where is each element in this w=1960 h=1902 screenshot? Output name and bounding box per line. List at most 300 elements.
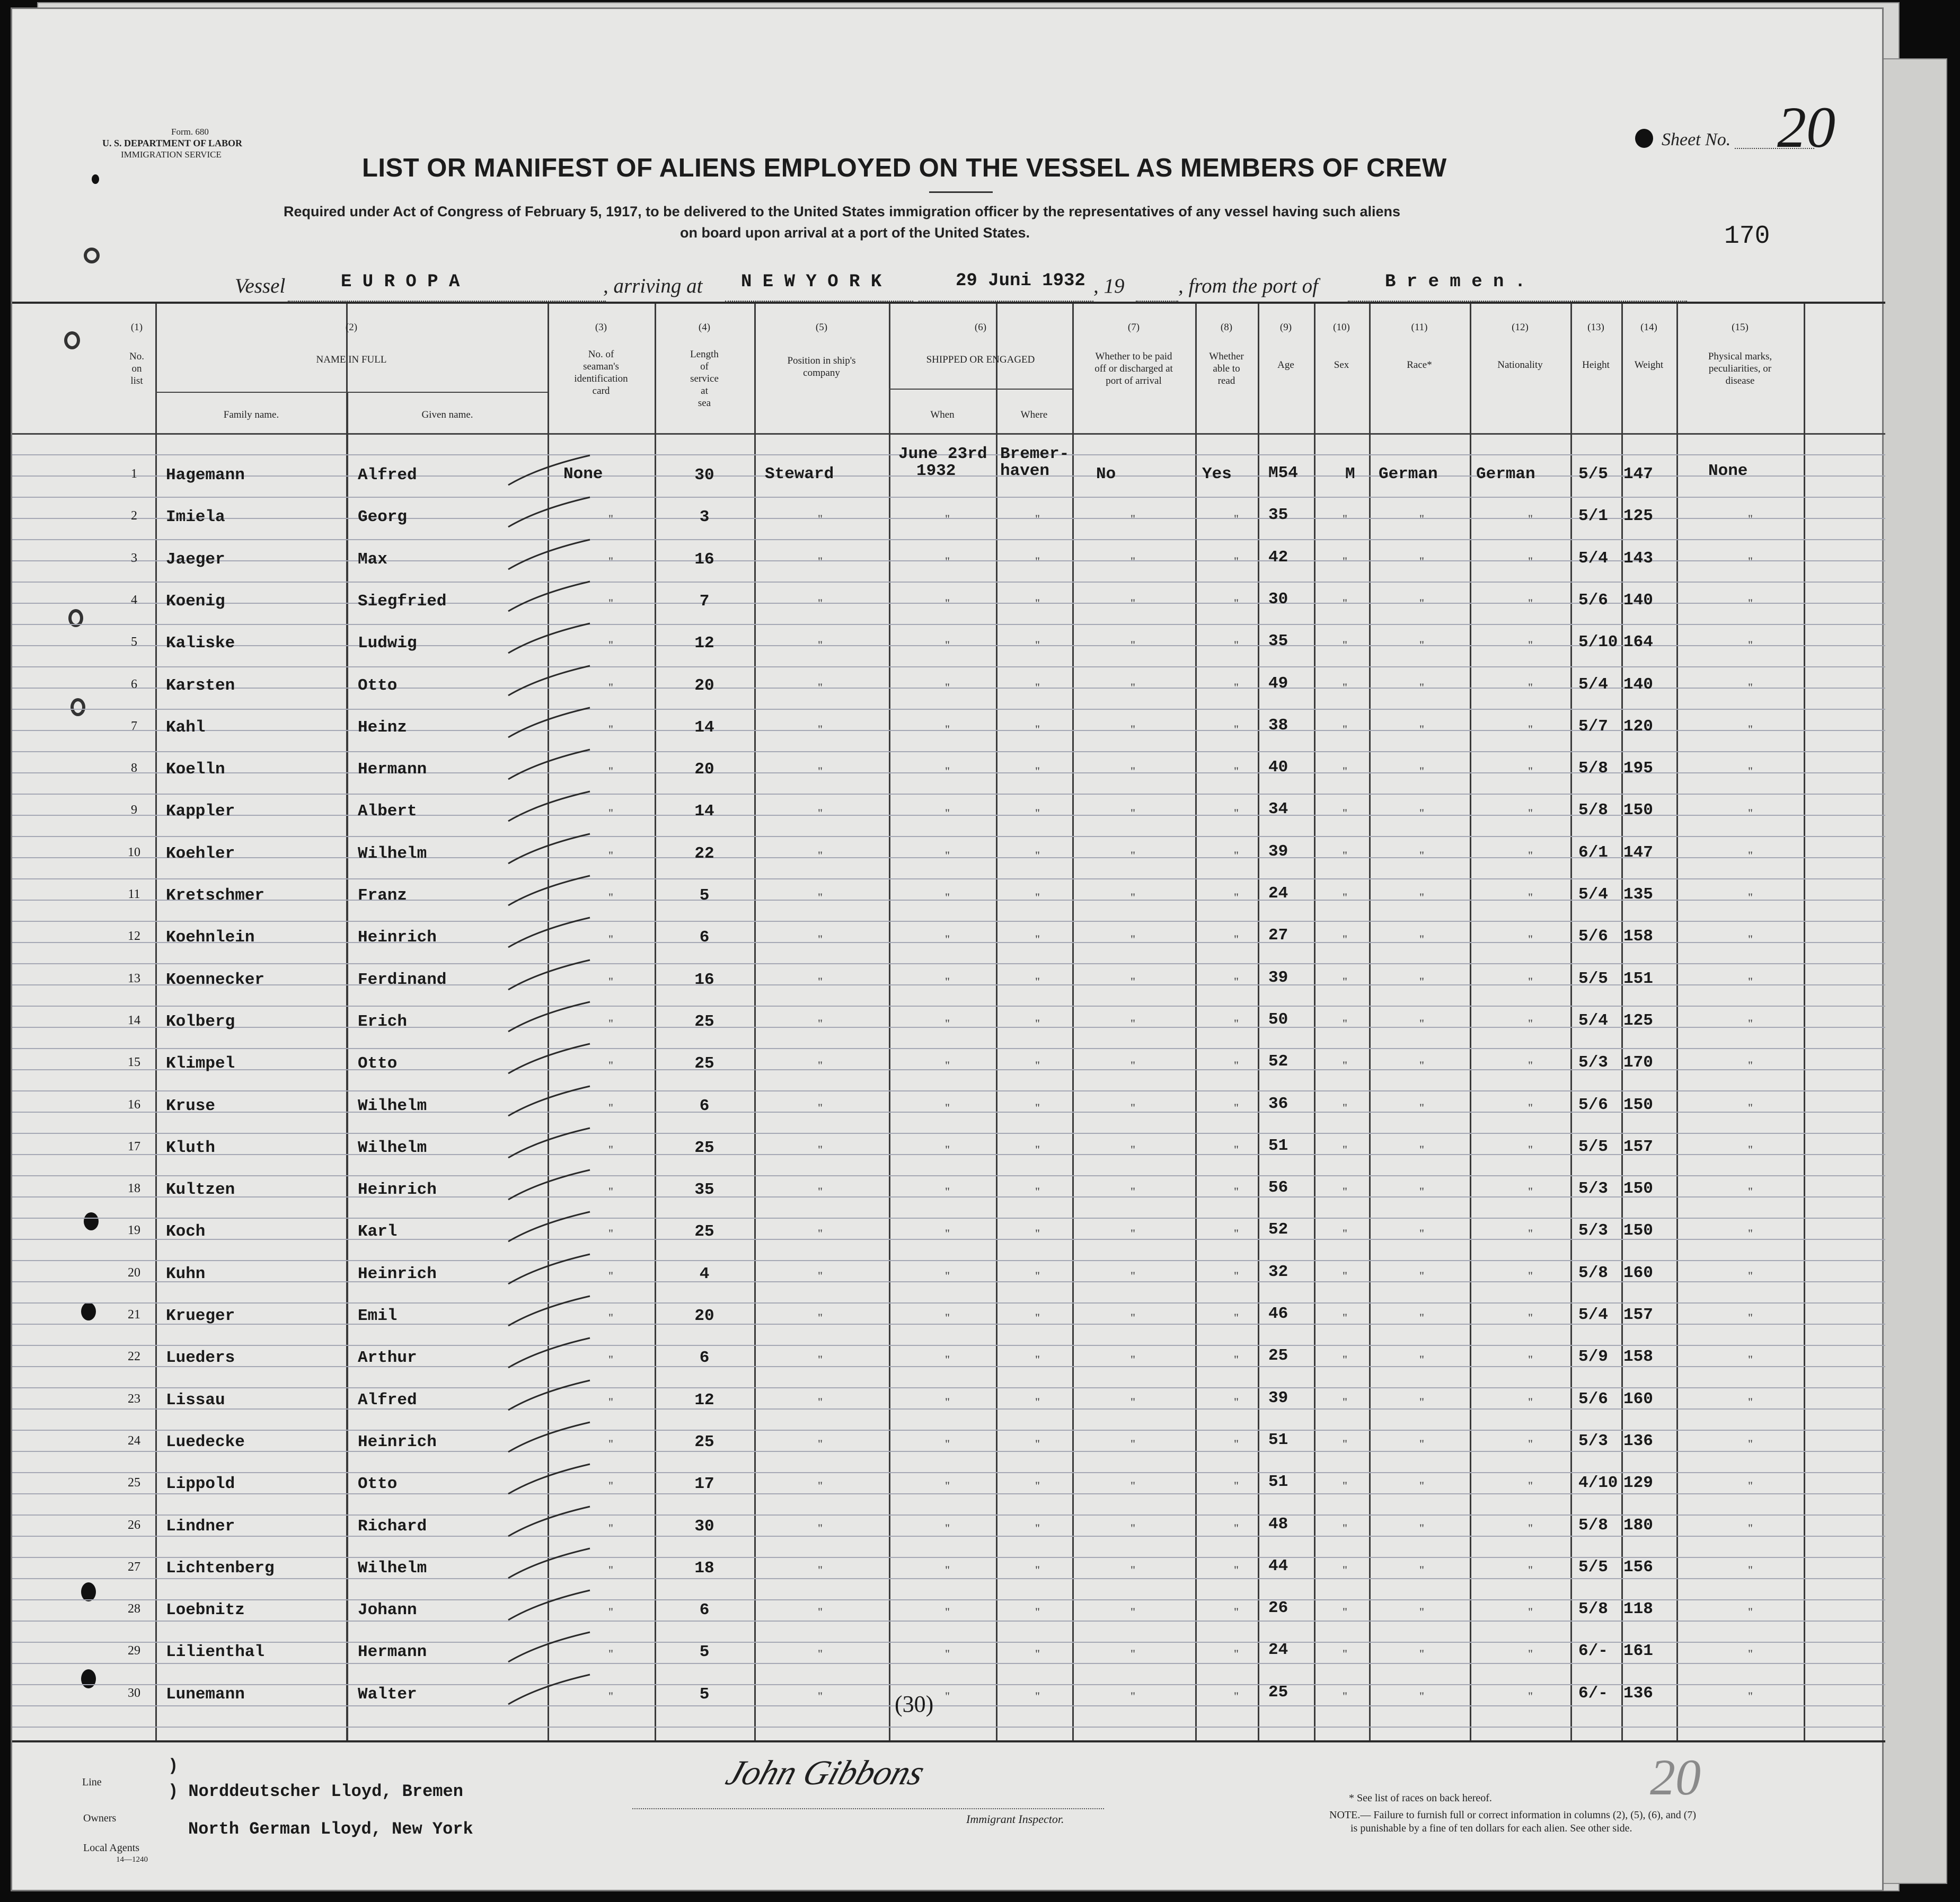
column-header: Position in ship's company: [787, 355, 856, 378]
service-length: 20: [694, 1307, 714, 1325]
column-header: Nationality: [1497, 359, 1543, 371]
punch-hole: [81, 1302, 96, 1320]
ditto-mark: ": [1419, 722, 1424, 736]
ditto-mark: ": [1748, 1563, 1753, 1577]
punch-hole: [92, 174, 99, 184]
weight: 135: [1623, 885, 1653, 904]
service-length: 18: [694, 1558, 714, 1578]
row-number: 2: [131, 509, 137, 523]
ditto-mark: ": [1419, 1353, 1424, 1367]
row-rule: [12, 794, 1885, 795]
row-rule: [12, 1133, 1885, 1134]
weight: 118: [1623, 1600, 1653, 1619]
ditto-mark: ": [818, 680, 823, 694]
height: 5/8: [1578, 1516, 1608, 1535]
ditto-mark: ": [1131, 512, 1135, 526]
ditto-mark: ": [1419, 764, 1424, 778]
row-number: 6: [131, 677, 137, 691]
header-bottom-rule: [12, 433, 1885, 435]
ditto-mark: ": [1419, 1269, 1424, 1282]
ditto-mark: ": [1035, 1227, 1040, 1240]
age: 46: [1268, 1305, 1288, 1323]
row-rule: [12, 1493, 1885, 1494]
row-rule: [12, 836, 1885, 837]
ditto-mark: ": [1528, 596, 1533, 610]
given-name: Heinrich: [358, 1264, 437, 1283]
ditto-mark: ": [1528, 1521, 1533, 1535]
row-rule: [12, 1727, 1885, 1728]
row-number: 5: [131, 635, 137, 649]
row-number: 21: [128, 1308, 140, 1322]
family-name: Koenig: [166, 592, 225, 611]
age: 32: [1268, 1262, 1288, 1281]
service-length: 25: [694, 1138, 714, 1157]
height: 5/6: [1578, 1389, 1608, 1408]
line-label: Line: [82, 1776, 102, 1788]
ditto-mark: ": [1035, 1689, 1040, 1703]
family-name: Lilienthal: [166, 1643, 265, 1662]
ditto-mark: ": [818, 1437, 823, 1450]
ditto-mark: ": [1234, 764, 1239, 778]
ditto-mark: ": [1343, 1269, 1347, 1282]
service-length: 30: [694, 466, 714, 485]
row-number: 25: [128, 1476, 140, 1490]
family-name: Hagemann: [166, 466, 245, 485]
vessel-label: Vessel: [235, 275, 286, 297]
ditto-mark: ": [1748, 1521, 1753, 1535]
row-rule: [12, 1218, 1885, 1219]
ditto-mark: ": [1343, 1311, 1347, 1324]
column-subheader: Where: [1020, 409, 1048, 420]
ditto-mark: ": [1035, 932, 1040, 946]
column-rule: [1258, 304, 1259, 1740]
ditto-mark: ": [1035, 1479, 1040, 1493]
ditto-mark: ": [1419, 1016, 1424, 1030]
ditto-mark: ": [1131, 1647, 1135, 1661]
check-mark-icon: [505, 1168, 601, 1205]
row-rule: [12, 1260, 1885, 1261]
column-subheader: When: [930, 409, 955, 420]
row-number: 9: [131, 803, 137, 817]
height: 5/8: [1578, 759, 1608, 778]
ditto-mark: ": [945, 1353, 950, 1367]
ditto-mark: ": [1528, 806, 1533, 820]
ditto-mark: ": [1419, 891, 1424, 904]
ditto-mark: ": [1343, 1563, 1347, 1577]
ditto-mark: ": [608, 764, 613, 778]
family-name: Lunemann: [166, 1685, 245, 1704]
column-subheader: Given name.: [421, 409, 473, 420]
ditto-mark: ": [1343, 891, 1347, 904]
ditto-mark: ": [1419, 1437, 1424, 1450]
ditto-mark: ": [1234, 1647, 1239, 1661]
ditto-mark: ": [1035, 1647, 1040, 1661]
column-header: Age: [1277, 359, 1294, 371]
ditto-mark: ": [818, 512, 823, 526]
ditto-mark: ": [1234, 1227, 1239, 1240]
ditto-mark: ": [1343, 1100, 1347, 1114]
ditto-mark: ": [1343, 1059, 1347, 1072]
family-name: Kultzen: [166, 1181, 235, 1200]
punch-hole: [64, 331, 80, 349]
subtitle-line-2: on board upon arrival at a port of the United States.: [680, 225, 1030, 241]
height: 5/7: [1578, 717, 1608, 736]
ditto-mark: ": [1131, 974, 1135, 988]
height: 5/6: [1578, 591, 1608, 610]
family-name: Kruse: [166, 1096, 216, 1115]
row-rule: [12, 1006, 1885, 1007]
ditto-mark: ": [1131, 1563, 1135, 1577]
row-number: 26: [128, 1518, 140, 1532]
weight: 150: [1623, 801, 1653, 820]
punch-hole: [84, 1212, 99, 1230]
ditto-mark: ": [1234, 1059, 1239, 1072]
row-number: 7: [131, 719, 137, 733]
given-name: Hermann: [358, 1643, 427, 1662]
family-name: Kaliske: [166, 634, 235, 653]
column-number: (7): [1127, 322, 1140, 333]
service-length: 5: [699, 886, 710, 905]
height: 5/3: [1578, 1431, 1608, 1450]
department-label: U. S. DEPARTMENT OF LABOR: [102, 138, 243, 148]
row-rule: [12, 709, 1885, 710]
service-length: 5: [699, 1643, 710, 1662]
age: 44: [1268, 1556, 1288, 1575]
ditto-mark: ": [1035, 974, 1040, 988]
row-rule: [12, 1578, 1885, 1579]
ditto-mark: ": [818, 1059, 823, 1072]
height: 6/1: [1578, 843, 1608, 862]
height: 5/6: [1578, 1095, 1608, 1114]
ditto-mark: ": [945, 891, 950, 904]
given-name: Richard: [358, 1517, 427, 1536]
check-mark-icon: [505, 915, 601, 953]
check-mark-icon: [505, 1126, 601, 1163]
ditto-mark: ": [1528, 1395, 1533, 1408]
ditto-mark: ": [1528, 891, 1533, 904]
ditto-mark: ": [818, 1647, 823, 1661]
ditto-mark: ": [1131, 1016, 1135, 1030]
given-name: Walter: [358, 1685, 417, 1704]
height: 6/-: [1578, 1684, 1608, 1703]
ditto-mark: ": [1528, 1605, 1533, 1619]
ditto-mark: ": [1131, 554, 1135, 568]
check-mark-icon: [505, 1336, 601, 1373]
age: 36: [1268, 1094, 1288, 1113]
row-rule: [12, 921, 1885, 922]
check-mark-icon: [505, 664, 601, 701]
row-rule: [12, 539, 1885, 540]
ditto-mark: ": [1343, 1142, 1347, 1156]
column-header: No. on list: [129, 351, 144, 386]
ditto-mark: ": [1748, 1269, 1753, 1282]
given-name: Otto: [358, 1054, 398, 1073]
ditto-mark: ": [818, 1100, 823, 1114]
given-name: Hermann: [358, 760, 427, 779]
ditto-mark: ": [1748, 1100, 1753, 1114]
ditto-mark: ": [818, 1185, 823, 1199]
ditto-mark: ": [1234, 1016, 1239, 1030]
ditto-mark: ": [1748, 1353, 1753, 1367]
check-mark-icon: [505, 706, 601, 743]
ditto-mark: ": [1234, 974, 1239, 988]
age: 42: [1268, 548, 1288, 567]
age: 24: [1268, 884, 1288, 903]
service-length: 6: [699, 1349, 710, 1368]
footnote-fine: is punishable by a fine of ten dollars for each alien. See other side.: [1350, 1822, 1632, 1834]
check-mark-icon: [505, 832, 601, 869]
ditto-mark: ": [1528, 1142, 1533, 1156]
ditto-mark: ": [1343, 722, 1347, 736]
name-subheader-rule: [155, 392, 548, 393]
row-number: 13: [128, 971, 140, 985]
ditto-mark: ": [608, 1227, 613, 1240]
agents-value: North German Lloyd, New York: [188, 1819, 473, 1839]
ditto-mark: ": [945, 1479, 950, 1493]
ditto-mark: ": [1528, 722, 1533, 736]
punch-hole: [70, 698, 85, 716]
row-number: 29: [128, 1644, 140, 1658]
column-number: (13): [1587, 322, 1604, 333]
column-rule: [1314, 304, 1316, 1740]
row-rule: [12, 1090, 1885, 1091]
weight: 180: [1623, 1516, 1653, 1535]
height: 5/5: [1578, 1137, 1608, 1156]
ditto-mark: ": [608, 1563, 613, 1577]
local-agents-label: Local Agents: [83, 1842, 140, 1854]
column-rule: [1369, 304, 1371, 1740]
height: 5/4: [1578, 885, 1608, 904]
ditto-mark: ": [608, 1059, 613, 1072]
ditto-mark: ": [945, 932, 950, 946]
ditto-mark: ": [1035, 1353, 1040, 1367]
given-name: Arthur: [358, 1349, 417, 1368]
ditto-mark: ": [1035, 1269, 1040, 1282]
column-header: Whether able to read: [1209, 351, 1244, 386]
ditto-mark: ": [1748, 1142, 1753, 1156]
row-number: 12: [128, 929, 140, 944]
ditto-mark: ": [608, 1395, 613, 1408]
ditto-mark: ": [945, 554, 950, 568]
height: 5/4: [1578, 549, 1608, 568]
ditto-mark: ": [608, 1269, 613, 1282]
check-mark-icon: [505, 958, 601, 995]
shipped-where: haven: [1000, 462, 1050, 480]
ditto-mark: ": [1748, 974, 1753, 988]
ditto-mark: ": [608, 806, 613, 820]
ditto-mark: ": [1528, 1100, 1533, 1114]
ditto-mark: ": [1748, 1647, 1753, 1661]
line-value: ) Norddeutscher Lloyd, Bremen: [168, 1782, 463, 1801]
ditto-mark: ": [1748, 1479, 1753, 1493]
check-mark-icon: [505, 1252, 601, 1289]
ditto-mark: ": [945, 1100, 950, 1114]
age: 40: [1268, 758, 1288, 777]
weight: 158: [1623, 927, 1653, 946]
footnote-note: NOTE.— Failure to furnish full or correct information in columns (2), (5), (6), and (7): [1329, 1809, 1697, 1821]
given-name: Albert: [358, 802, 417, 821]
shipped-when: 1932: [916, 462, 956, 480]
column-header: No. of seaman's identification card: [574, 349, 628, 397]
check-mark-icon: [505, 621, 601, 658]
column-number: (12): [1512, 322, 1529, 333]
ditto-mark: ": [1131, 1479, 1135, 1493]
column-subheader: Family name.: [223, 409, 279, 420]
ditto-mark: ": [1131, 1437, 1135, 1450]
age: 38: [1268, 716, 1288, 735]
from-label: , from the port of: [1178, 275, 1318, 297]
given-name: Max: [358, 550, 387, 569]
can-read: Yes: [1202, 465, 1232, 483]
ditto-mark: ": [608, 1479, 613, 1493]
ditto-mark: ": [1748, 638, 1753, 652]
ditto-mark: ": [1035, 512, 1040, 526]
service-length: 30: [694, 1517, 714, 1536]
ditto-mark: ": [1234, 554, 1239, 568]
table-top-border: [12, 302, 1885, 304]
ditto-mark: ": [1528, 1647, 1533, 1661]
ditto-mark: ": [608, 722, 613, 736]
ditto-mark: ": [1748, 1059, 1753, 1072]
ditto-mark: ": [1748, 1016, 1753, 1030]
family-name: Koennecker: [166, 970, 265, 989]
ditto-mark: ": [1528, 1059, 1533, 1072]
height: 5/1: [1578, 507, 1608, 526]
ditto-mark: ": [818, 638, 823, 652]
ditto-mark: ": [608, 1100, 613, 1114]
ditto-mark: ": [608, 1605, 613, 1619]
age: 52: [1268, 1052, 1288, 1071]
age: 48: [1268, 1514, 1288, 1534]
ditto-mark: ": [1234, 1395, 1239, 1408]
ditto-mark: ": [818, 1311, 823, 1324]
ditto-mark: ": [1528, 1227, 1533, 1240]
family-name: Lippold: [166, 1475, 235, 1494]
ditto-mark: ": [945, 1563, 950, 1577]
check-mark-icon: [505, 579, 601, 617]
given-name: Otto: [358, 676, 398, 695]
punch-hole: [81, 1669, 96, 1688]
row-rule: [12, 1387, 1885, 1388]
ditto-mark: ": [1419, 1395, 1424, 1408]
ditto-mark: ": [1748, 848, 1753, 862]
ditto-mark: ": [945, 848, 950, 862]
check-mark-icon: [505, 747, 601, 785]
age: 25: [1268, 1346, 1288, 1366]
weight: 157: [1623, 1137, 1653, 1156]
row-number: 17: [128, 1139, 140, 1153]
row-number: 23: [128, 1392, 140, 1406]
ditto-mark: ": [1419, 1605, 1424, 1619]
ditto-mark: ": [1419, 1647, 1424, 1661]
ditto-mark: ": [1131, 891, 1135, 904]
age: 25: [1268, 1683, 1288, 1702]
row-number: 4: [131, 593, 137, 607]
ditto-mark: ": [1419, 512, 1424, 526]
height: 5/9: [1578, 1348, 1608, 1367]
row-number: 24: [128, 1433, 140, 1448]
ditto-mark: ": [1748, 1689, 1753, 1703]
ditto-mark: ": [818, 1227, 823, 1240]
height: 5/3: [1578, 1179, 1608, 1199]
height: 5/4: [1578, 1011, 1608, 1030]
row-rule: [12, 582, 1885, 583]
family-name: Kuhn: [166, 1264, 206, 1283]
sheet-no-value: 20: [1777, 95, 1835, 160]
ditto-mark: ": [1234, 1521, 1239, 1535]
shipped-where: Bremer-: [1000, 445, 1070, 463]
column-number: (10): [1333, 322, 1350, 333]
age: M54: [1268, 464, 1298, 482]
ditto-mark: ": [608, 1185, 613, 1199]
service-length: 7: [699, 592, 710, 611]
ditto-mark: ": [1748, 554, 1753, 568]
ditto-mark: ": [1528, 1185, 1533, 1199]
family-name: Krueger: [166, 1307, 235, 1325]
ditto-mark: ": [818, 1142, 823, 1156]
ditto-mark: ": [1343, 1437, 1347, 1450]
row-rule: [12, 1048, 1885, 1049]
check-mark-icon: [505, 1588, 601, 1625]
ditto-mark: ": [1748, 722, 1753, 736]
ditto-mark: ": [1528, 1269, 1533, 1282]
ditto-mark: ": [818, 974, 823, 988]
given-name: Wilhelm: [358, 1138, 427, 1157]
weight: 170: [1623, 1053, 1653, 1072]
ditto-mark: ": [818, 806, 823, 820]
service-length: 12: [694, 634, 714, 653]
check-mark-icon: [505, 1378, 601, 1415]
ditto-mark: ": [1748, 512, 1753, 526]
footnote-races: * See list of races on back hereof.: [1349, 1792, 1492, 1804]
row-rule: [12, 1302, 1885, 1304]
column-header: Height: [1582, 359, 1610, 371]
row-number: 30: [128, 1686, 140, 1700]
weight: 140: [1623, 591, 1653, 610]
column-rule: [1195, 304, 1197, 1740]
ditto-mark: ": [1419, 1227, 1424, 1240]
age: 51: [1268, 1473, 1288, 1492]
ditto-mark: ": [1343, 1605, 1347, 1619]
ditto-mark: ": [1035, 1059, 1040, 1072]
subtitle-line-1: Required under Act of Congress of February 5, 1917, to be delivered to the United States immigration officer by the representatives of any vessel having such aliens: [284, 204, 1401, 219]
ditto-mark: ": [1528, 512, 1533, 526]
family-name: Klimpel: [166, 1054, 235, 1073]
ditto-mark: ": [1419, 554, 1424, 568]
row-rule: [12, 751, 1885, 752]
service-length: 20: [694, 760, 714, 779]
ditto-mark: ": [1343, 554, 1347, 568]
height: 5/5: [1578, 1557, 1608, 1577]
age: 35: [1268, 506, 1288, 525]
column-number: (9): [1279, 322, 1292, 333]
ditto-mark: ": [1234, 1269, 1239, 1282]
ditto-mark: ": [1131, 722, 1135, 736]
manifest-sheet: [11, 7, 1884, 1891]
ditto-mark: ": [1419, 1311, 1424, 1324]
weight: 164: [1623, 633, 1653, 652]
column-number: (1): [130, 322, 143, 333]
column-number: (3): [595, 322, 607, 333]
weight: 136: [1623, 1684, 1653, 1703]
ditto-mark: ": [945, 1059, 950, 1072]
ditto-mark: ": [1035, 806, 1040, 820]
service-length: 5: [699, 1685, 710, 1704]
row-rule: [12, 1345, 1885, 1346]
ditto-mark: ": [608, 891, 613, 904]
column-header: Sex: [1334, 359, 1349, 371]
ditto-mark: ": [1234, 722, 1239, 736]
